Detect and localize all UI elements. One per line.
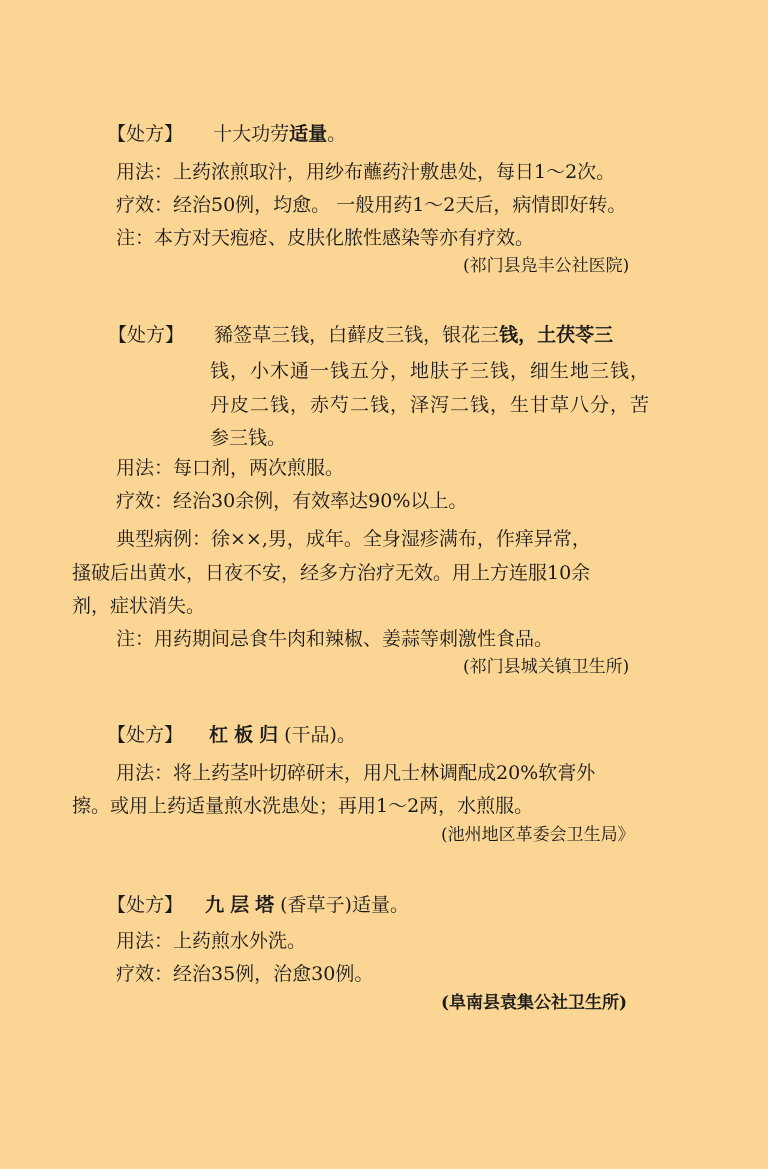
effect-text: 疗效：经治50例，均愈。 一般用药1～2天后，病情即好转。 (116, 194, 627, 216)
prescription-label: 【处方】 (107, 724, 184, 746)
usage-text: 用法：上药浓煎取汁，用纱布蘸药汁敷患处，每日1～2次。 (116, 161, 616, 183)
herb-name: 九层塔 (205, 894, 281, 916)
source-attribution: (阜南县袁集公社卫生所) (441, 993, 628, 1013)
herb-name: 十大功劳 (213, 123, 290, 145)
herb-note: (香草子)适量。 (280, 894, 409, 916)
case-text-line-3: 剂，症状消失。 (72, 595, 206, 617)
usage-text: 用法：上药煎水外洗。 (116, 930, 307, 952)
herb-list-line-4: 参三钱。 (210, 427, 287, 449)
source-attribution: (祁门县凫丰公社医院) (463, 256, 630, 276)
herb-list-line-3: 丹皮二钱，赤芍二钱，泽泻二钱，生甘草八分，苦 (210, 394, 651, 416)
prescription-label: 【处方】 (107, 123, 184, 145)
herb-note: (干品)。 (284, 724, 356, 746)
case-text-line-2: 搔破后出黄水，日夜不安，经多方治疗无效。用上方连服10余 (72, 562, 591, 584)
prescription-label: 【处方】 (108, 324, 185, 346)
prescription-heading (107, 893, 409, 917)
effect-text: 疗效：经治35例，治愈30例。 (116, 963, 374, 985)
note-text: 注：用药期间忌食牛肉和辣椒、姜蒜等刺激性食品。 (116, 628, 554, 650)
source-attribution: (池州地区革委会卫生局》 (441, 825, 635, 845)
herb-list-line-2: 钱，小木通一钱五分，地肤子三钱，细生地三钱， (210, 360, 651, 382)
usage-text: 用法：每口剂，两次煎服。 (116, 457, 345, 479)
dosage: 适量 (289, 123, 328, 145)
herb-list-line-1: 豨签草三钱，白藓皮三钱，银花三 (214, 324, 500, 346)
note-text: 注：本方对天疱疮、皮肤化脓性感染等亦有疗效。 (116, 227, 535, 249)
usage-text-line-1: 用法：将上药茎叶切碎研末，用凡士林调配成20%软膏外 (116, 762, 596, 784)
prescription-heading (108, 323, 613, 347)
case-text-line-1: 典型病例：徐××,男，成年。全身湿疹满布，作痒异常， (116, 528, 591, 550)
herb-name: 杠板归 (209, 724, 285, 746)
heading-end: 。 (327, 123, 347, 145)
usage-text-line-2: 擦。或用上药适量煎水洗患处；再用1～2两，水煎服。 (72, 795, 534, 817)
prescription-label: 【处方】 (107, 894, 184, 916)
prescription-heading (107, 122, 346, 146)
herb-list-line-1-bold: 钱，土茯苓三 (499, 324, 614, 346)
source-attribution: (祁门县城关镇卫生所) (463, 657, 630, 677)
effect-text: 疗效：经治30余例，有效率达90%以上。 (116, 490, 468, 512)
prescription-heading (107, 723, 356, 747)
